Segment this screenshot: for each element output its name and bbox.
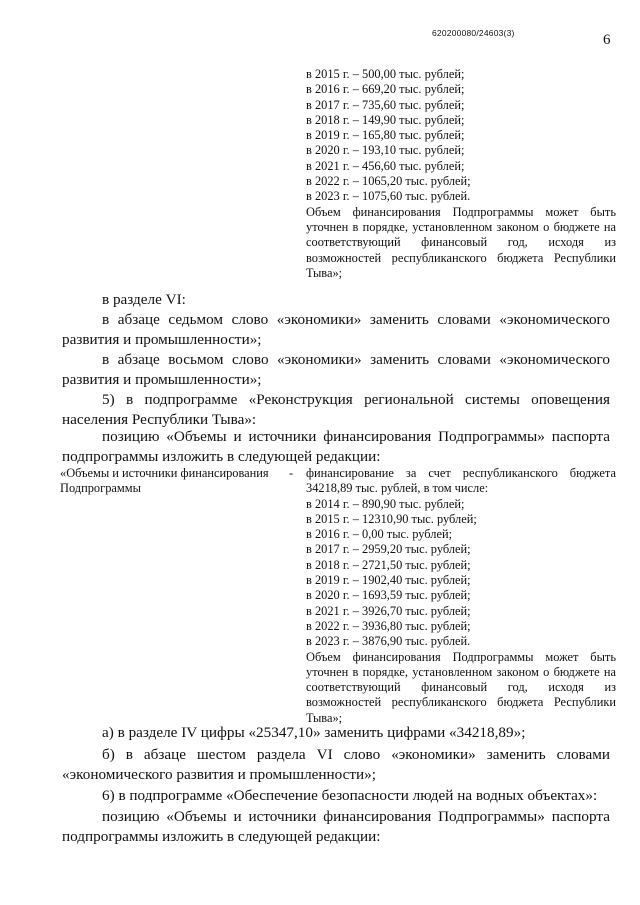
financing-label: «Объемы и источники финансирования Подпрограммы (60, 466, 269, 496)
year-line: в 2023 г. – 1075,60 тыс. рублей. (306, 189, 471, 204)
paragraph: позицию «Объемы и источники финансирования Подпрограммы» паспорта подпрограммы изложить в следующей редакции: (62, 428, 610, 465)
year-line: в 2014 г. – 890,90 тыс. рублей; (306, 496, 465, 511)
year-line: в 2021 г. – 456,60 тыс. рублей; (306, 158, 465, 173)
year-line: в 2015 г. – 12310,90 тыс. рублей; (306, 511, 477, 526)
paragraph: в абзаце седьмом слово «экономики» заменить словами «экономического развития и промышленности»; (62, 311, 610, 348)
paragraph: б) в абзаце шестом раздела VI слово «экономики» заменить словами «экономического развития и промышленности»; (62, 746, 610, 783)
year-line: в 2016 г. – 0,00 тыс. рублей; (306, 527, 453, 542)
year-line: в 2022 г. – 3936,80 тыс. рублей; (306, 618, 471, 633)
page-number: 6 (603, 32, 611, 48)
financing-block-2 (306, 466, 616, 726)
paragraph: в разделе VI: (102, 291, 186, 308)
year-line: в 2022 г. – 1065,20 тыс. рублей; (306, 174, 471, 189)
year-line: в 2020 г. – 1693,59 тыс. рублей; (306, 588, 471, 603)
year-line: в 2016 г. – 669,20 тыс. рублей; (306, 82, 465, 97)
paragraph: 5) в подпрограмме «Реконструкция региональной системы оповещения населения Республики Тыва»: (62, 391, 610, 428)
paragraph: а) в разделе IV цифры «25347,10» заменить цифрами «34218,89»; (102, 724, 526, 741)
year-line: в 2017 г. – 735,60 тыс. рублей; (306, 97, 465, 112)
paragraph: в абзаце восьмом слово «экономики» заменить словами «экономического развития и промышленности»; (62, 351, 610, 388)
year-line: в 2019 г. – 165,80 тыс. рублей; (306, 128, 465, 143)
paragraph: 6) в подпрограмме «Обеспечение безопасности людей на водных объектах»: (102, 787, 598, 804)
year-line: в 2017 г. – 2959,20 тыс. рублей; (306, 542, 471, 557)
year-line: в 2023 г. – 3876,90 тыс. рублей. (306, 634, 471, 649)
financing-note: Объем финансирования Подпрограммы может быть уточнен в порядке, установленном законом о бюджете на соответствующий финансовый год, исходя из возможностей республиканского бюджета Республики Тыва»; (306, 649, 616, 725)
year-line: в 2019 г. – 1902,40 тыс. рублей; (306, 573, 471, 588)
year-line: в 2018 г. – 149,90 тыс. рублей; (306, 112, 465, 127)
document-id: 620200080/24603(3) (432, 28, 515, 38)
year-line: в 2020 г. – 193,10 тыс. рублей; (306, 143, 465, 158)
year-line: в 2015 г. – 500,00 тыс. рублей; (306, 67, 465, 81)
year-line: в 2018 г. – 2721,50 тыс. рублей; (306, 557, 471, 572)
financing-block-1 (306, 67, 616, 281)
year-line: в 2021 г. – 3926,70 тыс. рублей; (306, 603, 471, 618)
paragraph: позицию «Объемы и источники финансирования Подпрограммы» паспорта подпрограммы изложить в следующей редакции: (62, 808, 610, 845)
financing-note: Объем финансирования Подпрограммы может быть уточнен в порядке, установленном законом о бюджете на соответствующий финансовый год, исходя из возможностей республиканского бюджета Республики Тыва»; (306, 204, 616, 280)
dash-separator: - (289, 466, 294, 480)
financing-intro: финансирование за счет республиканского бюджета 34218,89 тыс. рублей, в том числе: (306, 466, 616, 496)
